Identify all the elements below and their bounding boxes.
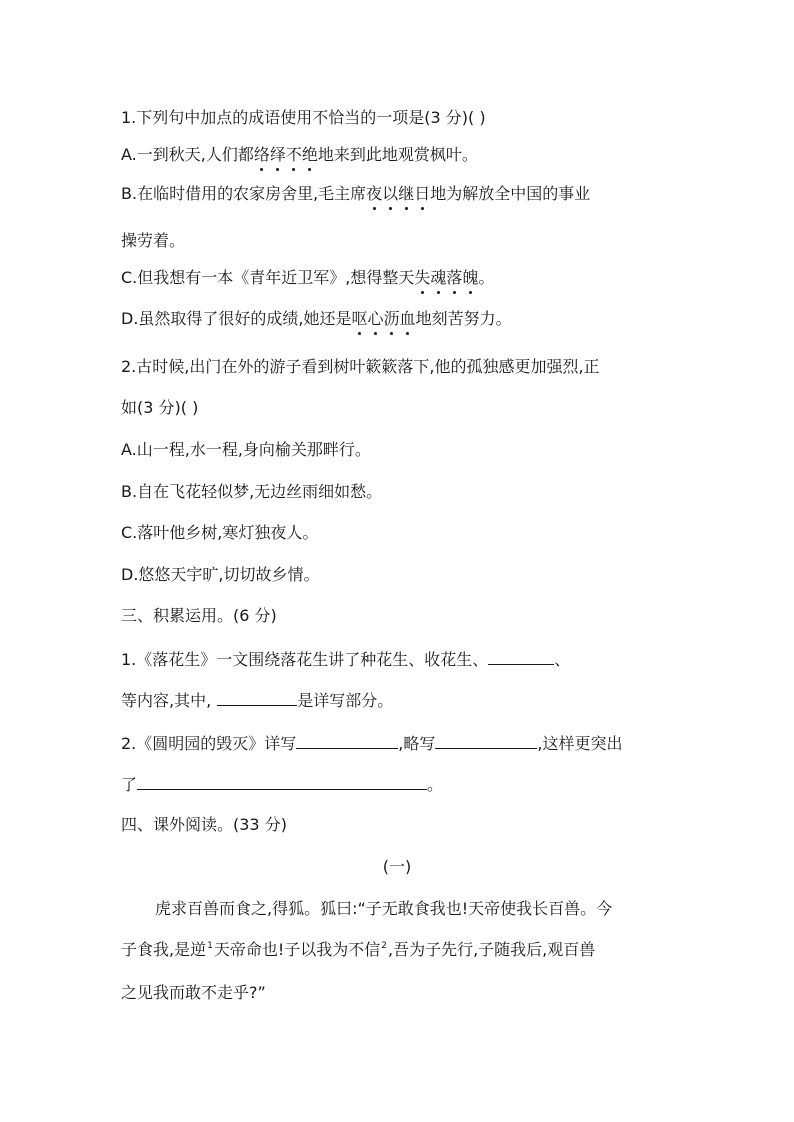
sec3-item2-line1 [121, 732, 622, 754]
q1-a-idiom [254, 145, 318, 164]
answer-blank[interactable] [296, 732, 398, 749]
answer-blank[interactable] [435, 732, 537, 749]
q2-option-d: D.悠悠天宇旷,切切故乡情。 [121, 565, 320, 584]
q1-option-c [121, 268, 494, 288]
sec3-item1-line1 [121, 648, 570, 670]
q1-option-b [121, 184, 590, 204]
q1-d-idiom [352, 309, 416, 328]
q1-d-after: 地刻苦努力。 [415, 309, 512, 328]
q1-b-before: B.在临时借用的农家房舍里,毛主席 [121, 184, 367, 203]
q2-stem-line1: 2.古时候,出门在外的游子看到树叶簌簌落下,他的孤独感更加强烈,正 [121, 357, 600, 376]
dotted-char: 绝 [301, 145, 318, 164]
dotted-char: 不 [285, 145, 302, 164]
footnote-marker-2: 2 [381, 941, 387, 951]
q1-c-before: C.但我想有一本《青年近卫军》,想得整天 [121, 268, 415, 287]
passage-text-b: 天帝命也!子以我为不信 [213, 940, 381, 959]
dotted-char: 心 [367, 309, 384, 328]
dotted-char: 夜 [366, 184, 383, 203]
dotted-char: 绎 [269, 145, 286, 164]
q1-stem: 1.下列句中加点的成语使用不恰当的一项是(3 分)( ) [121, 108, 486, 127]
dotted-char: 以 [382, 184, 399, 203]
sec3-item2-text5: 。 [427, 775, 444, 794]
q1-option-a [121, 145, 478, 165]
q1-a-after: 地来到此地观赏枫叶。 [317, 145, 478, 164]
sec3-item1-comma: 、 [554, 650, 571, 669]
q1-option-d [121, 309, 512, 329]
dotted-char: 失 [414, 268, 431, 287]
sec3-item2-text4: 了 [121, 775, 138, 794]
answer-blank[interactable] [137, 773, 427, 790]
q1-b-after: 地为解放全中国的事业 [430, 184, 591, 203]
sec3-item2-text: 2.《圆明园的毁灭》详写 [121, 734, 297, 753]
dotted-char: 继 [398, 184, 415, 203]
q2-option-a: A.山一程,水一程,身向榆关那畔行。 [121, 440, 371, 459]
dotted-char: 落 [446, 268, 463, 287]
dotted-char: 血 [399, 309, 416, 328]
passage-line2 [121, 940, 595, 960]
dotted-char: 魂 [430, 268, 447, 287]
dotted-char: 日 [414, 184, 431, 203]
answer-blank[interactable] [488, 648, 554, 665]
q2-stem-line2: 如(3 分)( ) [121, 398, 199, 417]
q1-a-before: A.一到秋天,人们都 [121, 145, 254, 164]
dotted-char: 魄 [462, 268, 479, 287]
sec3-item1-text: 1.《落花生》一文围绕落花生讲了种花生、收花生、 [121, 650, 489, 669]
sec3-item2-text2: ,略写 [398, 734, 436, 753]
q2-option-b: B.自在飞花轻似梦,无边丝雨细如愁。 [121, 482, 383, 501]
q1-c-after: 。 [478, 268, 495, 287]
sec3-item2-line2 [121, 773, 443, 795]
sec3-item1-text2: 等内容,其中, [121, 691, 212, 710]
passage-text-a: 子食我,是逆 [121, 940, 207, 959]
passage-line3: 之见我而敢不走乎?” [121, 983, 266, 1002]
dotted-char: 沥 [383, 309, 400, 328]
q1-b-idiom [366, 184, 430, 203]
sec3-item1-line2 [121, 689, 393, 711]
dotted-char: 络 [253, 145, 270, 164]
reading-subtitle: (一) [382, 857, 412, 876]
answer-blank[interactable] [217, 689, 297, 706]
section-3-title: 三、积累运用。(6 分) [121, 606, 277, 625]
q1-d-before: D.虽然取得了很好的成绩,她还是 [121, 309, 352, 328]
q1-option-b-cont: 操劳着。 [121, 231, 186, 250]
sec3-item1-text3: 是详写部分。 [297, 691, 394, 710]
sec3-item2-text3: ,这样更突出 [537, 734, 623, 753]
section-4-title: 四、课外阅读。(33 分) [121, 815, 287, 834]
passage-text-c: ,吾为子先行,子随我后,观百兽 [387, 940, 596, 959]
passage-line1: 虎求百兽而食之,得狐。狐曰:“子无敢食我也!天帝使我长百兽。今 [155, 899, 613, 918]
q2-option-c: C.落叶他乡树,寒灯独夜人。 [121, 523, 319, 542]
q1-c-idiom [414, 268, 478, 287]
footnote-marker-1: 1 [207, 941, 213, 951]
dotted-char: 呕 [351, 309, 368, 328]
